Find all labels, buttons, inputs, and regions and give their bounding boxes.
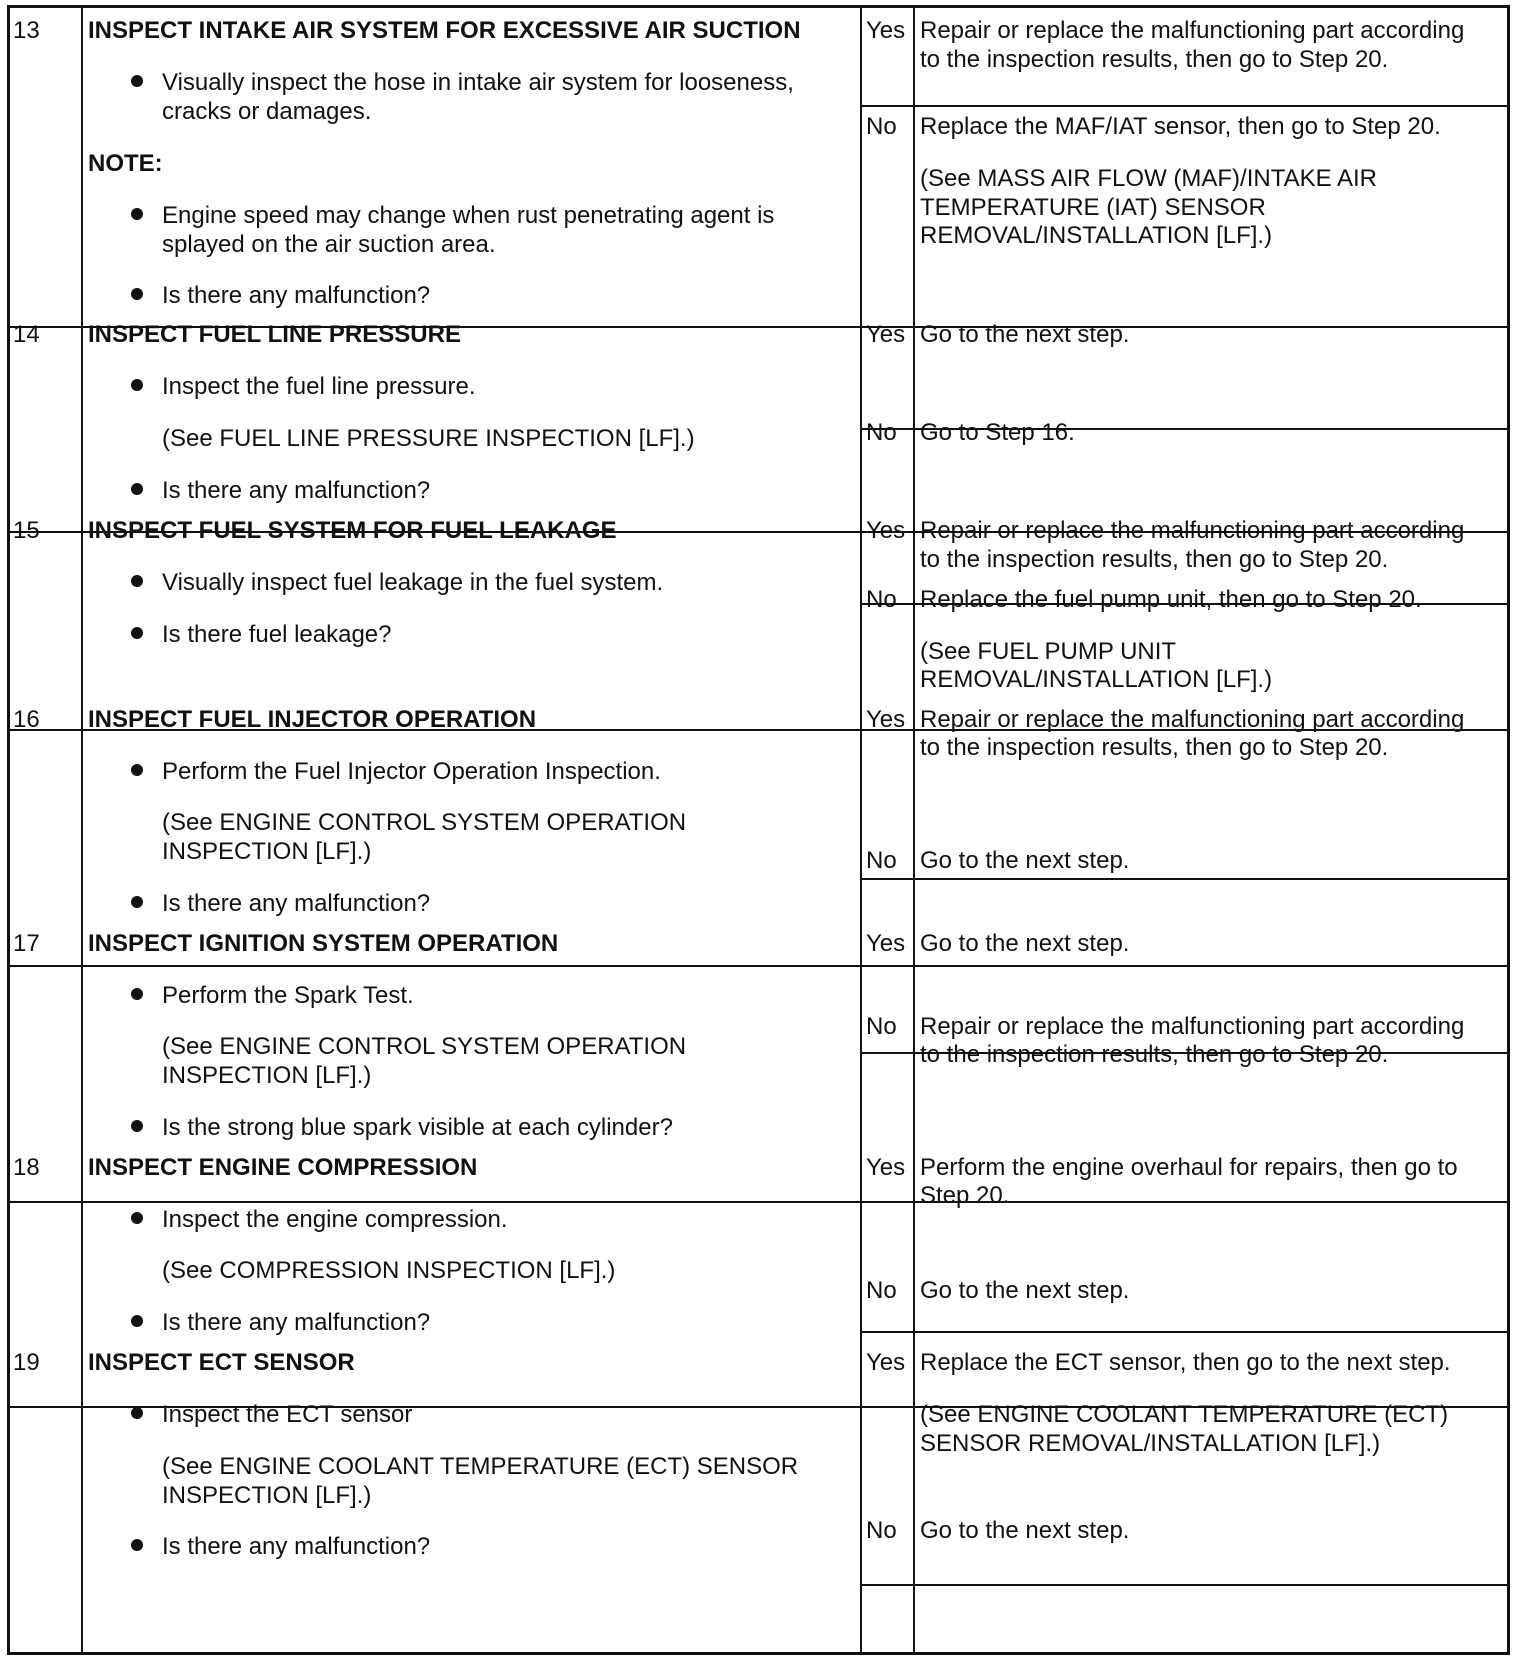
no-action-line: Repair or replace the malfunctioning part according <box>920 1013 1465 1040</box>
step-title: INSPECT FUEL SYSTEM FOR FUEL LEAKAGE <box>88 517 617 544</box>
reference-line: INSPECTION [LF].) <box>162 1062 372 1089</box>
no-action: Replace the fuel pump unit, then go to Step 20. <box>920 586 1422 613</box>
yes-no-divider <box>860 105 1510 107</box>
yes-action-line: to the inspection results, then go to Step 20. <box>920 546 1389 573</box>
instruction-line: Perform the Fuel Injector Operation Inspection. <box>162 758 661 785</box>
question: Is there any malfunction? <box>162 1309 431 1336</box>
note-label: NOTE: <box>88 150 163 177</box>
step-title: INSPECT ENGINE COMPRESSION <box>88 1154 478 1181</box>
bullet-icon <box>131 75 143 87</box>
no-action: Go to the next step. <box>920 1277 1130 1304</box>
instruction-line: Visually inspect fuel leakage in the fuel system. <box>162 569 664 596</box>
reference-line: (See ENGINE COOLANT TEMPERATURE (ECT) SENSOR <box>162 1453 799 1480</box>
yes-no-divider <box>860 1331 1510 1333</box>
bullet-icon <box>131 1407 143 1419</box>
yes-action-line: Repair or replace the malfunctioning part according <box>920 706 1465 733</box>
yes-label: Yes <box>866 706 906 733</box>
step-title: INSPECT FUEL INJECTOR OPERATION <box>88 706 537 733</box>
no-reference-line: (See MASS AIR FLOW (MAF)/INTAKE AIR <box>920 165 1377 192</box>
no-label: No <box>866 113 897 140</box>
bullet-icon <box>131 1315 143 1327</box>
step-number: 19 <box>13 1349 40 1376</box>
table-border-bottom <box>7 1652 1510 1655</box>
bullet-icon <box>131 575 143 587</box>
question: Is there fuel leakage? <box>162 621 392 648</box>
no-reference-line: REMOVAL/INSTALLATION [LF].) <box>920 222 1273 249</box>
reference-line: (See FUEL LINE PRESSURE INSPECTION [LF].) <box>162 425 695 452</box>
bullet-icon <box>131 379 143 391</box>
step-number: 17 <box>13 930 40 957</box>
instruction-line: Inspect the fuel line pressure. <box>162 373 476 400</box>
question: Is the strong blue spark visible at each cylinder? <box>162 1114 673 1141</box>
instruction-line: cracks or damages. <box>162 98 372 125</box>
reference-line: (See COMPRESSION INSPECTION [LF].) <box>162 1257 616 1284</box>
reference-line: (See ENGINE CONTROL SYSTEM OPERATION <box>162 1033 687 1060</box>
reference-line: INSPECTION [LF].) <box>162 1482 372 1509</box>
yes-label: Yes <box>866 321 906 348</box>
yes-label: Yes <box>866 517 906 544</box>
table-border-top <box>7 5 1510 8</box>
no-action: Replace the MAF/IAT sensor, then go to Step 20. <box>920 113 1441 140</box>
no-action: Go to Step 16. <box>920 419 1075 446</box>
yes-reference-line: SENSOR REMOVAL/INSTALLATION [LF].) <box>920 1430 1381 1457</box>
yes-label: Yes <box>866 930 906 957</box>
bullet-icon <box>131 627 143 639</box>
yes-reference-line: (See ENGINE COOLANT TEMPERATURE (ECT) <box>920 1401 1449 1428</box>
step-number: 15 <box>13 517 40 544</box>
step-title: INSPECT ECT SENSOR <box>88 1349 355 1376</box>
note-line: splayed on the air suction area. <box>162 231 496 258</box>
yes-label: Yes <box>866 17 906 44</box>
yes-action: Go to the next step. <box>920 930 1130 957</box>
yes-action: Replace the ECT sensor, then go to the next step. <box>920 1349 1451 1376</box>
yes-action-line: Perform the engine overhaul for repairs, then go to <box>920 1154 1458 1181</box>
no-reference-line: (See FUEL PUMP UNIT <box>920 638 1177 665</box>
yes-action-line: Step 20. <box>920 1182 1010 1209</box>
instruction-line: Inspect the engine compression. <box>162 1206 508 1233</box>
step-number: 14 <box>13 321 40 348</box>
yes-no-divider <box>860 878 1510 880</box>
no-action-line: to the inspection results, then go to Step 20. <box>920 1041 1389 1068</box>
reference-line: INSPECTION [LF].) <box>162 838 372 865</box>
question: Is there any malfunction? <box>162 1533 431 1560</box>
step-number: 18 <box>13 1154 40 1181</box>
bullet-icon <box>131 764 143 776</box>
step-number: 13 <box>13 17 40 44</box>
bullet-icon <box>131 1120 143 1132</box>
bullet-icon <box>131 1212 143 1224</box>
step-number: 16 <box>13 706 40 733</box>
yes-action-line: to the inspection results, then go to Step 20. <box>920 46 1389 73</box>
yes-action-line: Repair or replace the malfunctioning part according <box>920 517 1465 544</box>
bullet-icon <box>131 288 143 300</box>
yes-no-divider <box>860 1584 1510 1586</box>
row-divider <box>7 965 1510 967</box>
note-line: Engine speed may change when rust penetrating agent is <box>162 202 775 229</box>
no-action: Go to the next step. <box>920 1517 1130 1544</box>
no-action: Go to the next step. <box>920 847 1130 874</box>
instruction-line: Visually inspect the hose in intake air system for looseness, <box>162 69 794 96</box>
yes-action-line: Repair or replace the malfunctioning part according <box>920 17 1465 44</box>
step-title: INSPECT INTAKE AIR SYSTEM FOR EXCESSIVE AIR SUCTION <box>88 17 801 44</box>
step-title: INSPECT IGNITION SYSTEM OPERATION <box>88 930 559 957</box>
bullet-icon <box>131 896 143 908</box>
no-label: No <box>866 1517 897 1544</box>
instruction-line: Perform the Spark Test. <box>162 982 414 1009</box>
troubleshooting-table <box>7 5 1510 1655</box>
no-label: No <box>866 586 897 613</box>
row-divider <box>7 1201 1510 1203</box>
instruction-line: Inspect the ECT sensor <box>162 1401 413 1428</box>
question: Is there any malfunction? <box>162 890 431 917</box>
no-label: No <box>866 419 897 446</box>
bullet-icon <box>131 483 143 495</box>
no-reference-line: TEMPERATURE (IAT) SENSOR <box>920 194 1266 221</box>
reference-line: (See ENGINE CONTROL SYSTEM OPERATION <box>162 809 687 836</box>
no-label: No <box>866 1013 897 1040</box>
no-label: No <box>866 1277 897 1304</box>
no-label: No <box>866 847 897 874</box>
question: Is there any malfunction? <box>162 282 431 309</box>
yes-label: Yes <box>866 1154 906 1181</box>
step-title: INSPECT FUEL LINE PRESSURE <box>88 321 461 348</box>
yes-action-line: to the inspection results, then go to Step 20. <box>920 734 1389 761</box>
yes-action: Go to the next step. <box>920 321 1130 348</box>
question: Is there any malfunction? <box>162 477 431 504</box>
bullet-icon <box>131 1539 143 1551</box>
yes-label: Yes <box>866 1349 906 1376</box>
bullet-icon <box>131 988 143 1000</box>
no-reference-line: REMOVAL/INSTALLATION [LF].) <box>920 666 1273 693</box>
bullet-icon <box>131 208 143 220</box>
